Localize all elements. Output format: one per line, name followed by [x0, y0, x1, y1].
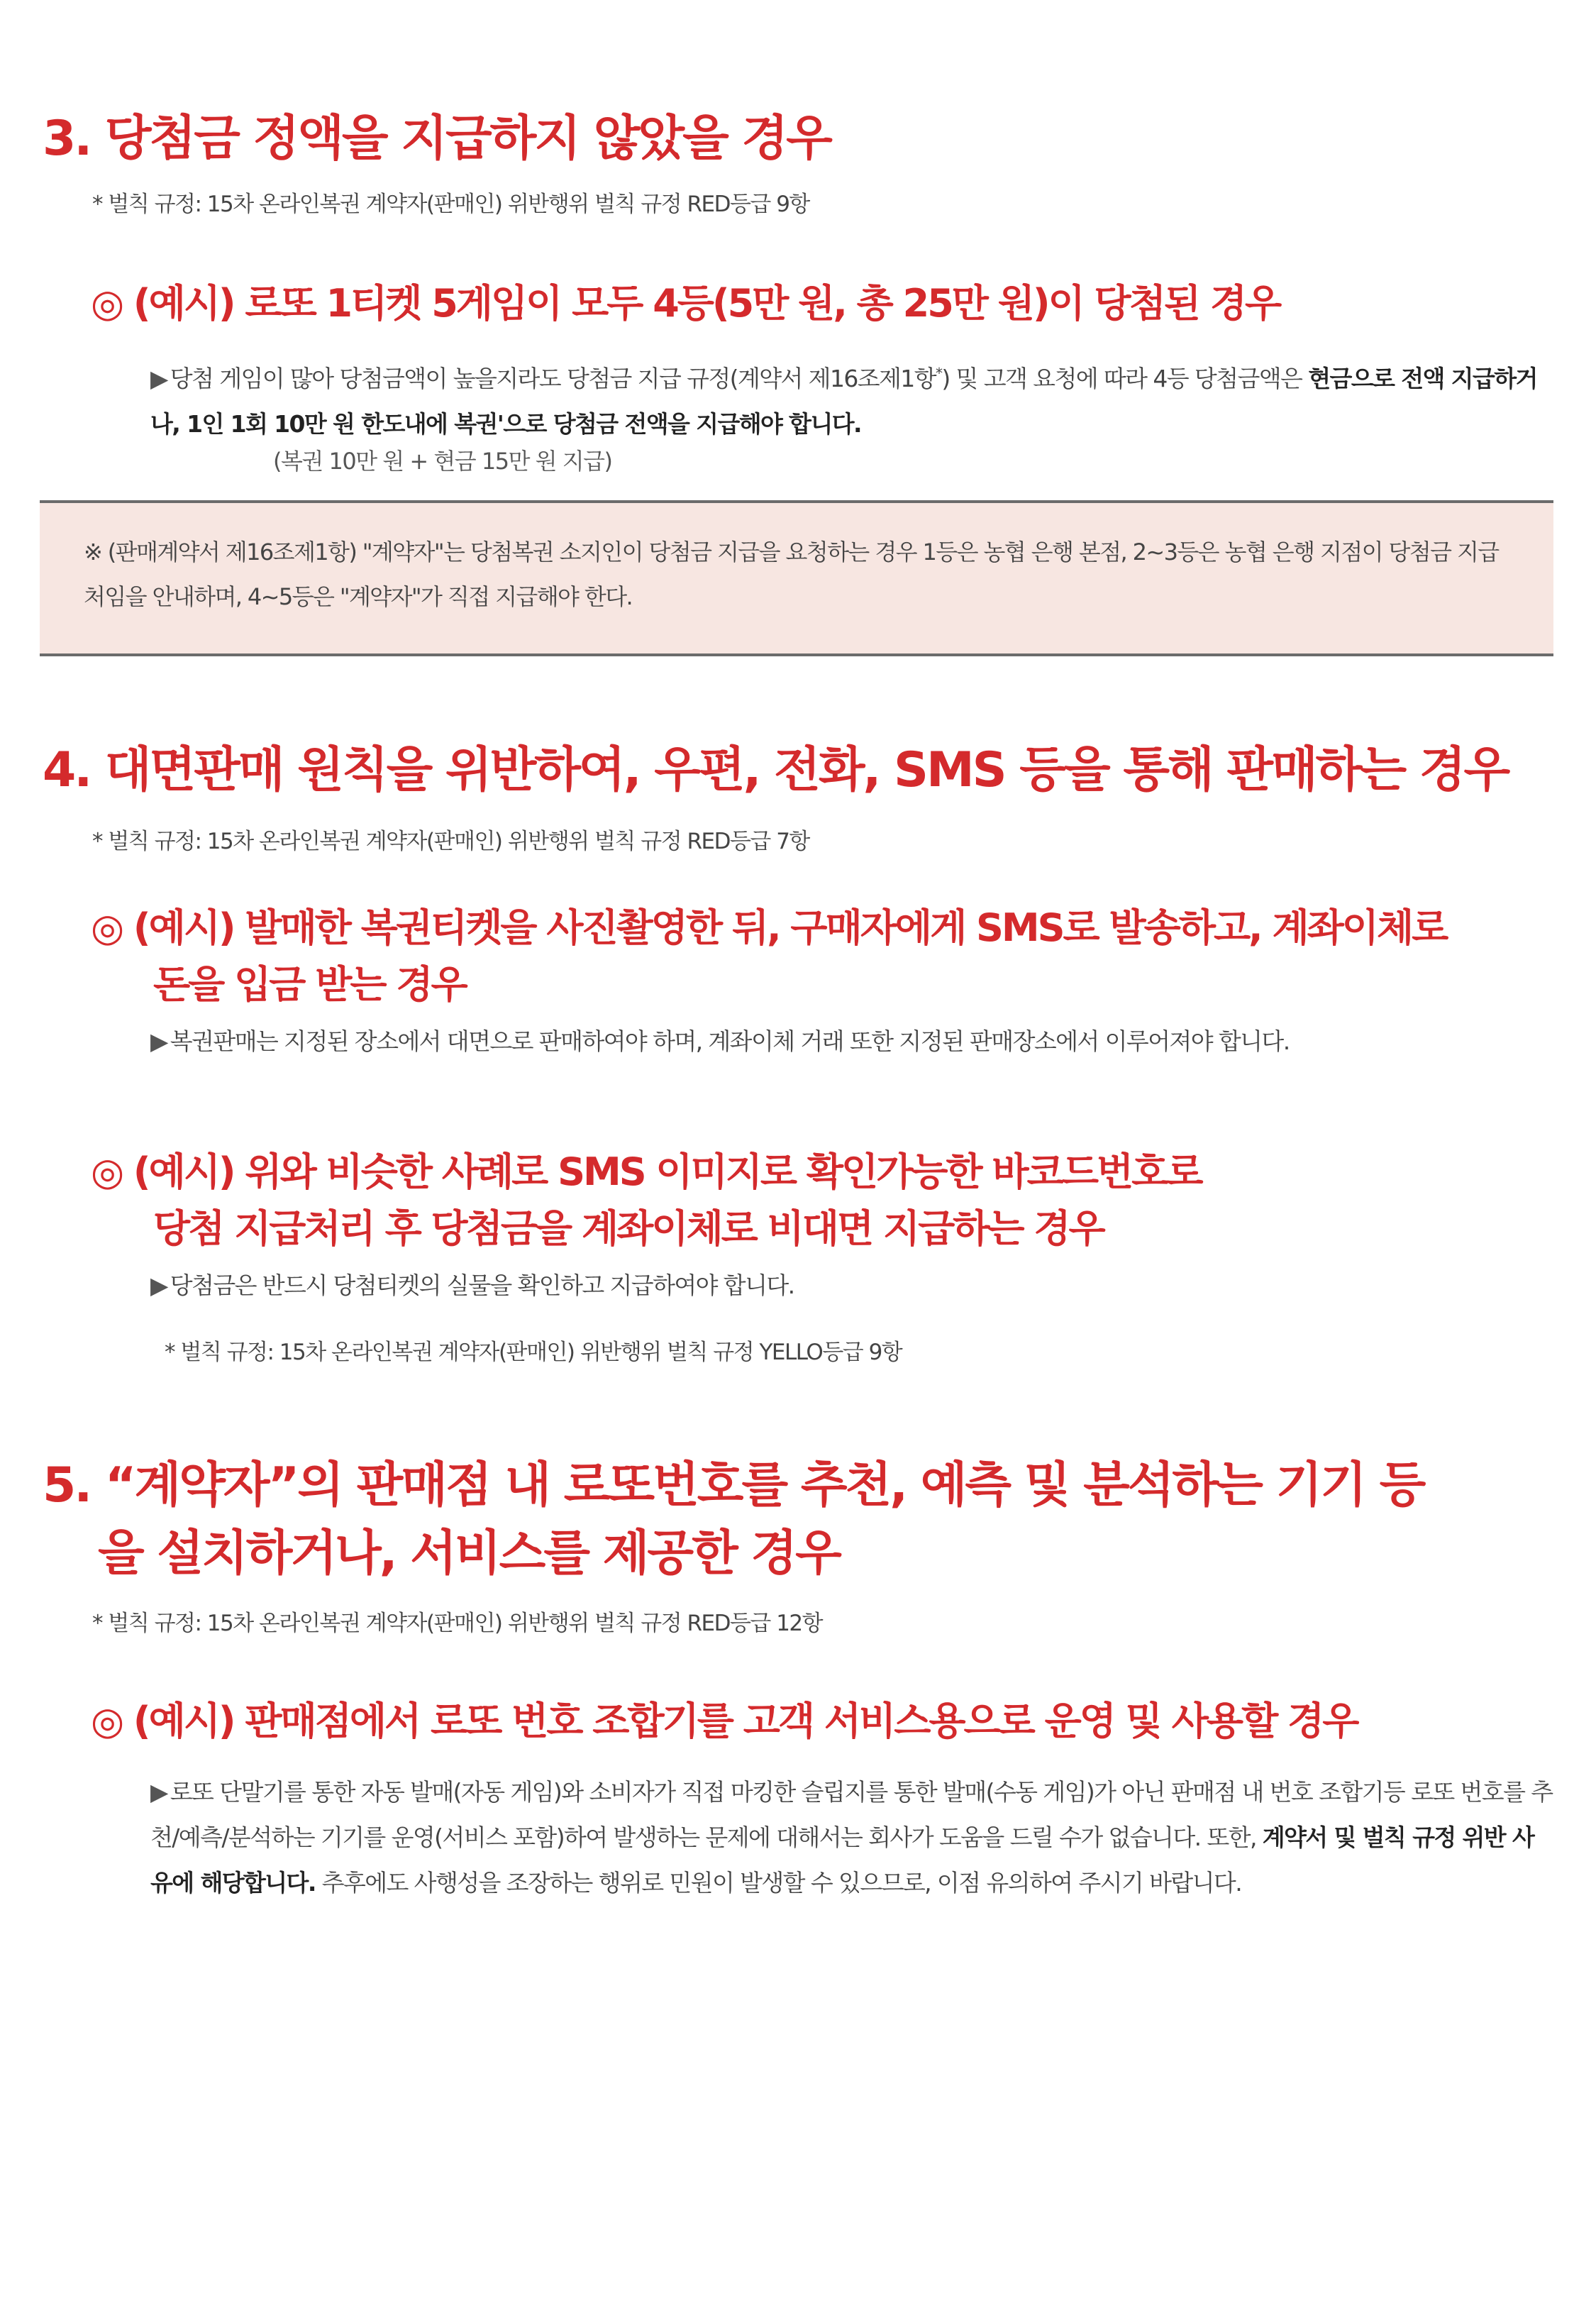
note-emphasis: 현금으로 전액 지급하거나, 1인 1회 10만 원 한도내에 복권'으로 당첨금 전액을 지급해야 합니다.: [150, 365, 1537, 438]
triangle-bullet-icon: ▶: [150, 1271, 167, 1299]
note-text: 추후에도 사행성을 조장하는 행위로 민원이 발생할 수 있으므로, 이점 유의하여 주시기 바랍니다.: [315, 1869, 1242, 1897]
section-4-example-1: [91, 900, 1446, 1013]
triangle-bullet-icon: ▶: [150, 1027, 167, 1055]
section-4-penalty-rule: * 벌칙 규정: 15차 온라인복권 계약자(판매인) 위반행위 벌칙 규정 RED등급 7항: [92, 829, 809, 854]
example-line: 돈을 입금 받는 경우: [153, 962, 466, 1007]
section-4-penalty-rule-2: * 벌칙 규정: 15차 온라인복권 계약자(판매인) 위반행위 벌칙 규정 YELLO등급 9항: [165, 1340, 902, 1365]
example-line: ◎ (예시) 위와 비슷한 사례로 SMS 이미지로 확인가능한 바코드번호로: [91, 1149, 1202, 1194]
section-3-title: 3. 당첨금 정액을 지급하지 않았을 경우: [43, 111, 831, 167]
section-4-example-2: [91, 1144, 1202, 1257]
section-5-example: ◎ (예시) 판매점에서 로또 번호 조합기를 고객 서비스용으로 운영 및 사용할 경우: [91, 1699, 1358, 1743]
example-line: 당첨 지급처리 후 당첨금을 계좌이체로 비대면 지급하는 경우: [153, 1206, 1104, 1251]
section-3-penalty-rule: * 벌칙 규정: 15차 온라인복권 계약자(판매인) 위반행위 벌칙 규정 RED등급 9항: [92, 192, 809, 217]
footnote-mark: *: [935, 365, 942, 382]
section-4-title: 4. 대면판매 원칙을 위반하여, 우편, 전화, SMS 등을 통해 판매하는 경우: [43, 742, 1509, 798]
note-text: ) 및 고객 요청에 따라 4등 당첨금액은: [941, 365, 1309, 392]
example-line: ◎ (예시) 발매한 복권티켓을 사진촬영한 뒤, 구매자에게 SMS로 발송하고, 계좌이체로: [91, 905, 1447, 950]
title-line: 5. “계약자”의 판매점 내 로또번호를 추천, 예측 및 분석하는 기기 등: [43, 1457, 1424, 1513]
section-5-title: [43, 1452, 1424, 1588]
notice-text: ※ (판매계약서 제16조제1항) "계약자"는 당첨복권 소지인이 당첨금 지급을 요청하는 경우 1등은 농협 은행 본점, 2~3등은 농협 은행 지점이 당첨금 지급처임을 안내하며, 4~5등은 "계약자"가 직접 지급해야 한다.: [84, 539, 1499, 610]
section-5-penalty-rule: * 벌칙 규정: 15차 온라인복권 계약자(판매인) 위반행위 벌칙 규정 RED등급 12항: [92, 1611, 823, 1636]
note-text: 복권판매는 지정된 장소에서 대면으로 판매하여야 하며, 계좌이체 거래 또한 지정된 판매장소에서 이루어져야 합니다.: [170, 1027, 1290, 1055]
triangle-bullet-icon: ▶: [150, 365, 167, 392]
section-3-sub-note: (복권 10만 원 + 현금 15만 원 지급): [273, 448, 612, 475]
section-4-note-1: [150, 1019, 1555, 1064]
section-3-example: ◎ (예시) 로또 1티켓 5게임이 모두 4등(5만 원, 총 25만 원)이 당첨된 경우: [91, 281, 1280, 326]
section-4-note-2: [150, 1263, 1555, 1308]
section-3-note: [150, 351, 1555, 447]
triangle-bullet-icon: ▶: [150, 1778, 167, 1806]
title-line: 을 설치하거나, 서비스를 제공한 경우: [98, 1526, 840, 1582]
section-5-note: [150, 1770, 1555, 1906]
note-text: 당첨금은 반드시 당첨티켓의 실물을 확인하고 지급하여야 합니다.: [170, 1271, 794, 1299]
note-emphasis: 계약서 및 벌칙 규정 위반 사유에 해당합니다.: [150, 1824, 1534, 1897]
note-text: 로또 단말기를 통한 자동 발매(자동 게임)와 소비자가 직접 마킹한 슬립지를 통한 발매(수동 게임)가 아닌 판매점 내 번호 조합기등 로또 번호를 추천/예측/분석하는 기기를 운영(서비스 포함)하여 발생하는 문제에 대해서는 회사가 도움을 드릴 수가 없습니다. 또한,: [150, 1778, 1553, 1851]
note-text: 당첨 게임이 많아 당첨금액이 높을지라도 당첨금 지급 규정(계약서 제16조제1항: [170, 365, 936, 392]
contract-notice-box: [40, 500, 1553, 656]
